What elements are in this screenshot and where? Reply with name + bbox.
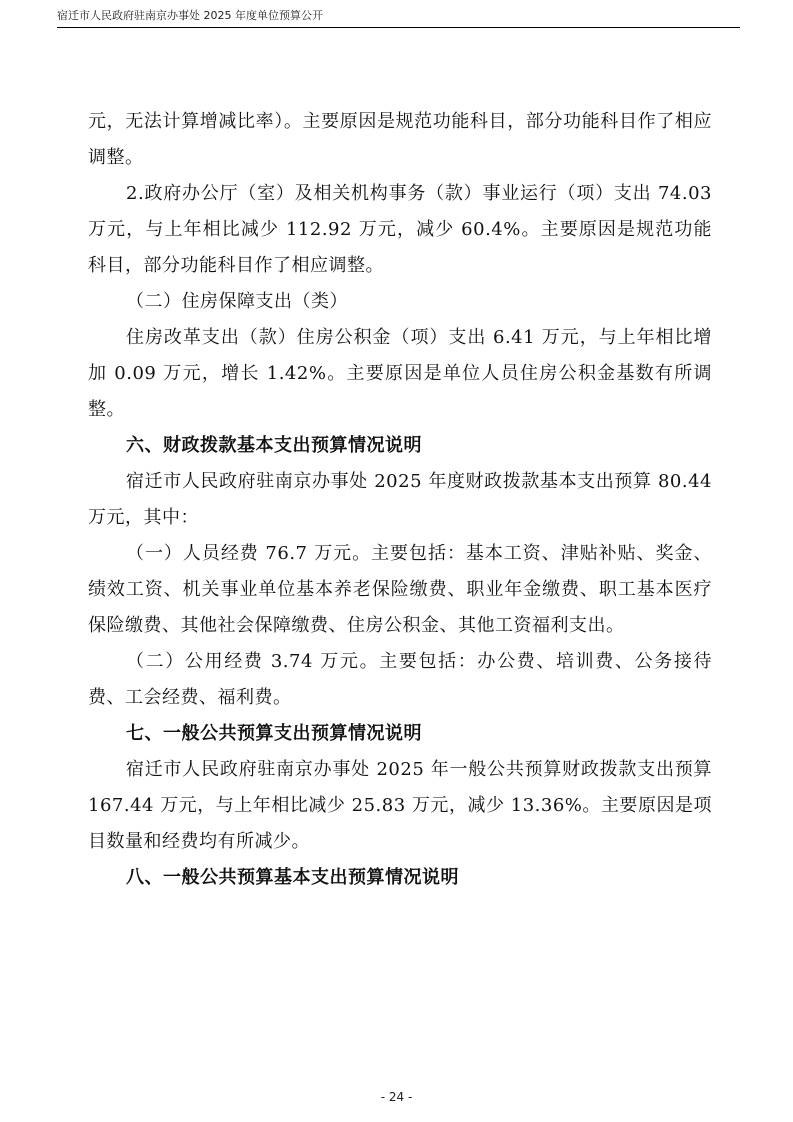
page-header: 宿迁市人民政府驻南京办事处 2025 年度单位预算公开	[57, 8, 740, 28]
paragraph-housing: 住房改革支出（款）住房公积金（项）支出 6.41 万元，与上年相比增加 0.09 万元，增长 1.42%。主要原因是单位人员住房公积金基数有所调整。	[88, 327, 712, 420]
section-heading-6: 六、财政拨款基本支出预算情况说明	[126, 435, 422, 456]
section-heading-7: 七、一般公共预算支出预算情况说明	[126, 723, 422, 744]
paragraph-continuation: 元，无法计算增减比率）。主要原因是规范功能科目，部分功能科目作了相应调整。	[88, 111, 712, 168]
subheading-housing: （二）住房保障支出（类）	[126, 291, 348, 312]
document-body	[88, 104, 712, 896]
paragraph-public-cost: （二）公用经费 3.74 万元。主要包括：办公费、培训费、公务接待费、工会经费、福利费。	[88, 651, 712, 708]
paragraph-basic-expenditure: 宿迁市人民政府驻南京办事处 2025 年度财政拨款基本支出预算 80.44 万元，其中：	[88, 471, 712, 528]
section-heading-8: 八、一般公共预算基本支出预算情况说明	[126, 867, 459, 888]
page-number: - 24 -	[380, 1090, 413, 1104]
paragraph-personnel-cost: （一）人员经费 76.7 万元。主要包括：基本工资、津贴补贴、奖金、绩效工资、机关事业单位基本养老保险缴费、职业年金缴费、职工基本医疗保险缴费、其他社会保障缴费、住房公积金、其他工资福利支出。	[88, 543, 712, 636]
paragraph-general-budget: 宿迁市人民政府驻南京办事处 2025 年一般公共预算财政拨款支出预算 167.44 万元，与上年相比减少 25.83 万元，减少 13.36%。主要原因是项目数量和经费均有所减少。	[88, 759, 712, 852]
paragraph-item-2: 2.政府办公厅（室）及相关机构事务（款）事业运行（项）支出 74.03 万元，与上年相比减少 112.92 万元，减少 60.4%。主要原因是规范功能科目，部分功能科目作了相应调整。	[88, 183, 712, 276]
